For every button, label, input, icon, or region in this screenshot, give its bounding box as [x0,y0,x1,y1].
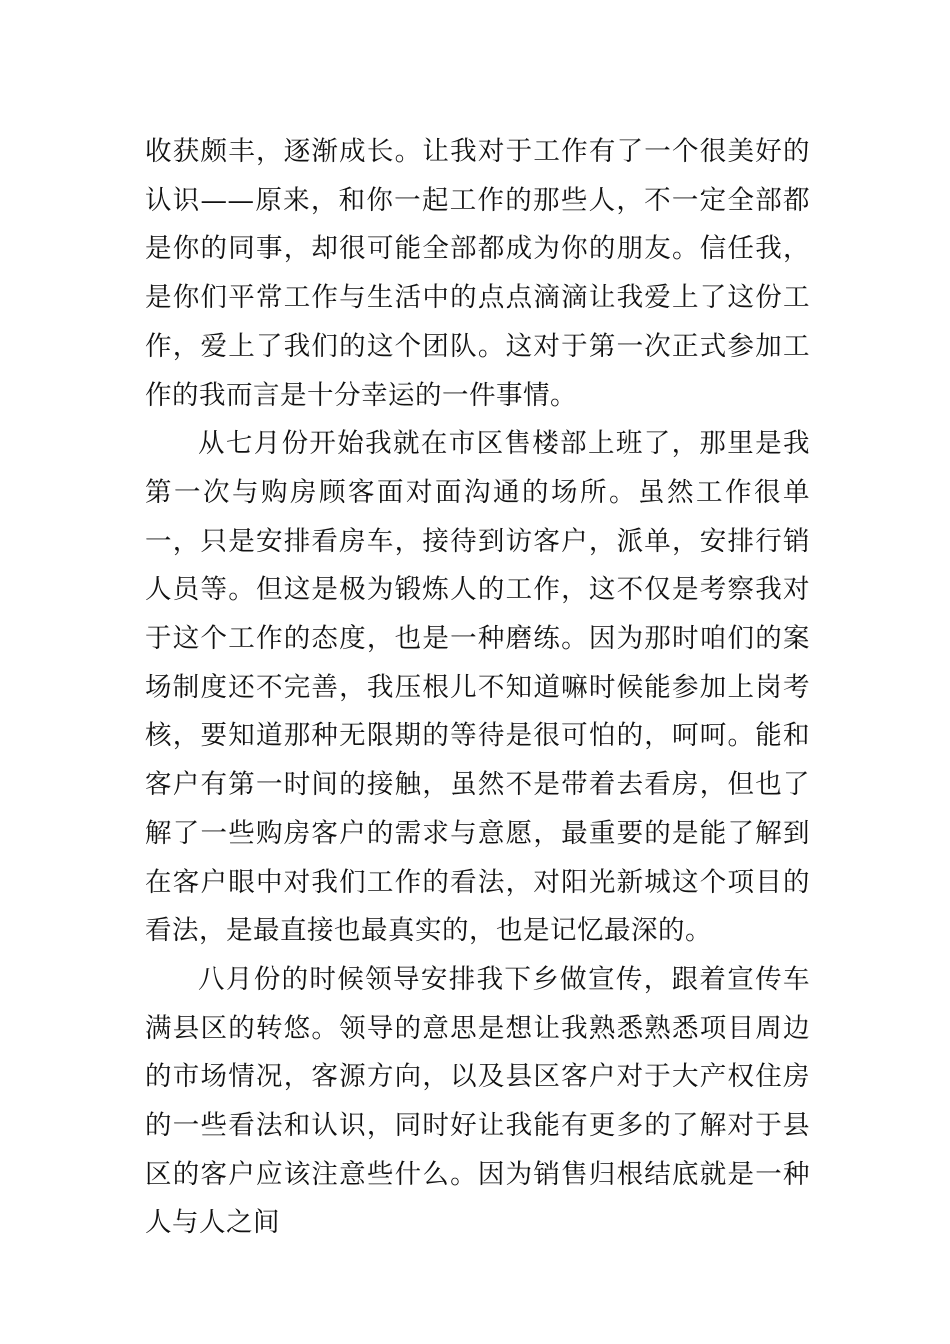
paragraph-3: 八月份的时候领导安排我下乡做宣传，跟着宣传车满县区的转悠。领导的意思是想让我熟悉熟悉项目周边的市场情况，客源方向，以及县区客户对于大产权住房的一些看法和认识，同时好让我能有更多的了解对于县区的客户应该注意些什么。因为销售归根结底就是一种人与人之间 [145,963,810,1239]
paragraph-2: 从七月份开始我就在市区售楼部上班了，那里是我第一次与购房顾客面对面沟通的场所。虽然工作很单一，只是安排看房车，接待到访客户，派单，安排行销人员等。但这是极为锻炼人的工作，这不仅是考察我对于这个工作的态度，也是一种磨练。因为那时咱们的案场制度还不完善，我压根儿不知道嘛时候能参加上岗考核，要知道那种无限期的等待是很可怕的，呵呵。能和客户有第一时间的接触，虽然不是带着去看房，但也了解了一些购房客户的需求与意愿，最重要的是能了解到在客户眼中对我们工作的看法，对阳光新城这个项目的看法，是最直接也最真实的，也是记忆最深的。 [145,428,810,947]
document-body [145,128,810,1248]
paragraph-1: 收获颇丰，逐渐成长。让我对于工作有了一个很美好的认识——原来，和你一起工作的那些人，不一定全部都是你的同事，却很可能全部都成为你的朋友。信任我，是你们平常工作与生活中的点点滴滴让我爱上了这份工作，爱上了我们的这个团队。这对于第一次正式参加工作的我而言是十分幸运的一件事情。 [145,136,810,411]
